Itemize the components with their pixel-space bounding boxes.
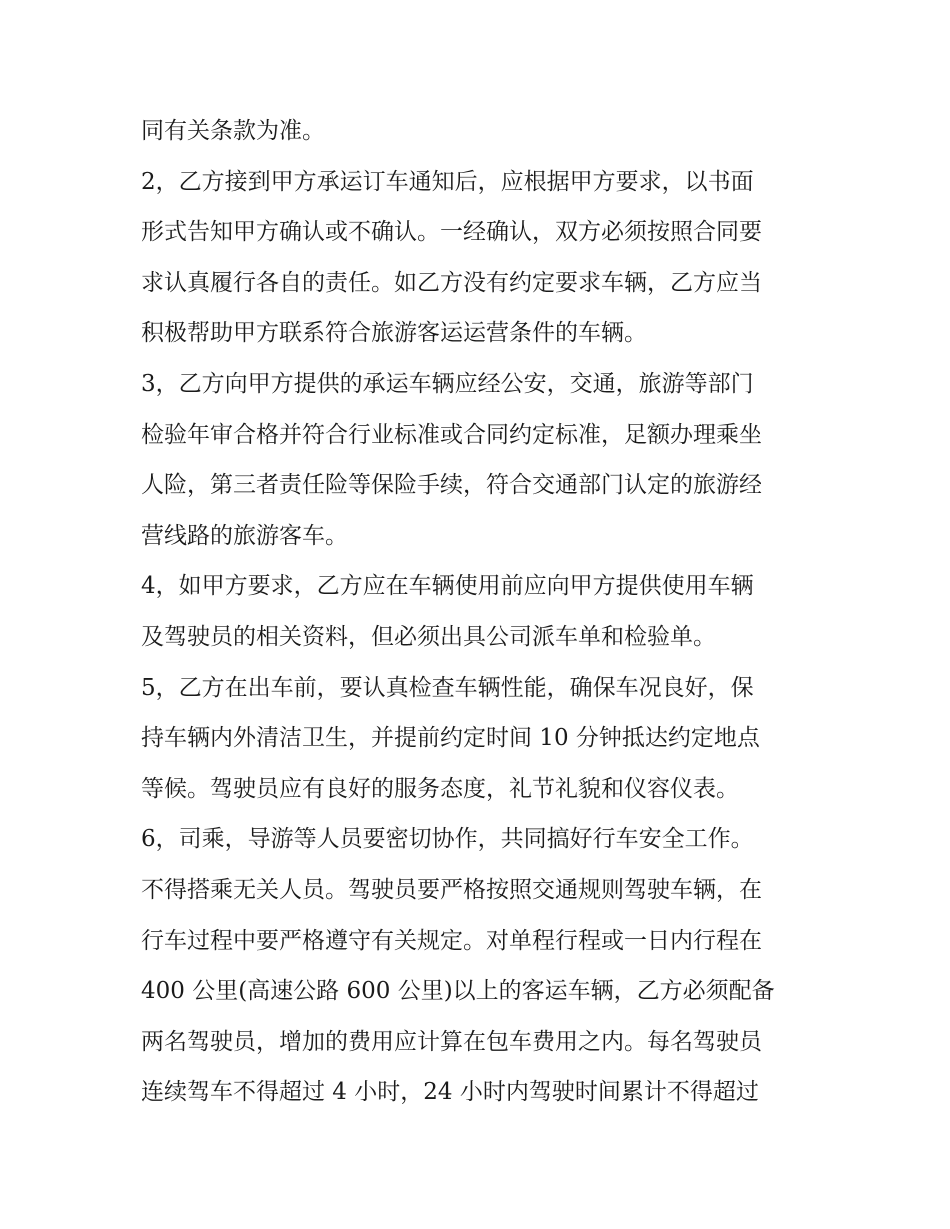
text-line: 等候。驾驶员应有良好的服务态度，礼节礼貌和仪容仪表。 bbox=[141, 775, 739, 802]
text-line: 营线路的旅游客车。 bbox=[141, 522, 348, 549]
text-line: 积极帮助甲方联系符合旅游客运运营条件的车辆。 bbox=[141, 320, 647, 347]
text-line: 及驾驶员的相关资料，但必须出具公司派车单和检验单。 bbox=[141, 623, 716, 650]
text-line: 形式告知甲方确认或不确认。一经确认，双方必须按照合同要 bbox=[141, 219, 762, 246]
text-line: 4，如甲方要求，乙方应在车辆使用前应向甲方提供使用车辆 bbox=[141, 573, 754, 600]
text-line: 不得搭乘无关人员。驾驶员要严格按照交通规则驾驶车辆，在 bbox=[141, 876, 762, 903]
text-line: 人险，第三者责任险等保险手续，符合交通部门认定的旅游经 bbox=[141, 472, 762, 499]
text-line: 两名驾驶员，增加的费用应计算在包车费用之内。每名驾驶员 bbox=[141, 1028, 762, 1055]
text-line: 求认真履行各自的责任。如乙方没有约定要求车辆，乙方应当 bbox=[141, 269, 762, 296]
contract-text bbox=[141, 106, 821, 1118]
text-line: 同有关条款为准。 bbox=[141, 118, 325, 144]
text-line: 2，乙方接到甲方承运订车通知后，应根据甲方要求，以书面 bbox=[141, 168, 754, 195]
text-line: 400 公里(高速公路 600 公里)以上的客运车辆，乙方必须配备 bbox=[141, 978, 775, 1005]
text-line: 3，乙方向甲方提供的承运车辆应经公安，交通，旅游等部门 bbox=[141, 370, 754, 397]
text-line: 连续驾车不得超过 4 小时，24 小时内驾驶时间累计不得超过 bbox=[141, 1079, 759, 1106]
text-line: 行车过程中要严格遵守有关规定。对单程行程或一日内行程在 bbox=[141, 927, 762, 954]
text-line: 持车辆内外清洁卫生，并提前约定时间 10 分钟抵达约定地点 bbox=[141, 725, 760, 752]
text-line: 检验年审合格并符合行业标准或合同约定标准，足额办理乘坐 bbox=[141, 421, 762, 448]
text-line: 6，司乘，导游等人员要密切协作，共同搞好行车安全工作。 bbox=[141, 826, 754, 853]
text-line: 5，乙方在出车前，要认真检查车辆性能，确保车况良好，保 bbox=[141, 674, 754, 701]
